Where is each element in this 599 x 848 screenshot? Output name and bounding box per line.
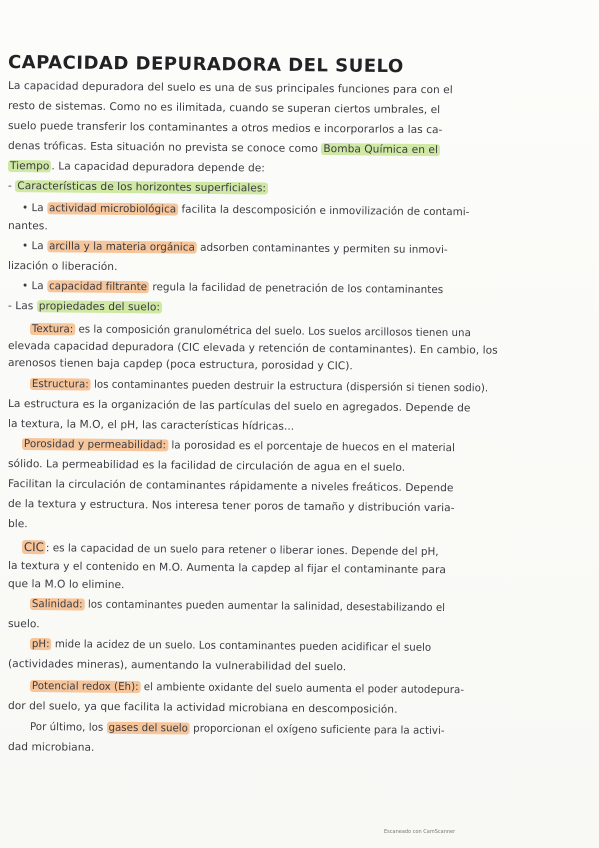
text-line <box>22 438 593 455</box>
list-item <box>22 202 593 219</box>
cic-label: CIC <box>23 540 44 555</box>
estructura-text: los contaminantes pueden destruir la estructura (dispersión si tienen sodio). <box>90 378 489 395</box>
intro-line-2: resto de sistemas. Como no es ilimitada, cuando se superan ciertos umbrales, el <box>7 100 441 117</box>
bullet-text: nantes. <box>7 220 48 233</box>
textura-text: es la composición granulométrica del suelo. Los suelos arcillosos tienen una <box>75 323 471 340</box>
dash: - <box>7 180 16 193</box>
text-line <box>8 560 593 578</box>
intro-line-1: La capacidad depuradora del suelo es una de sus principales funciones para con el <box>7 80 453 97</box>
textura-text: arenosos tienen baja capdep (poca estructura, porosidad y CIC). <box>7 357 353 373</box>
text-line <box>8 458 593 476</box>
estructura-text: La estructura es la organización de las partículas del suelo en agregados. Depende de <box>7 398 471 415</box>
page-title: CAPACIDAD DEPURADORA DEL SUELO <box>7 52 404 78</box>
bullet: • La <box>21 280 48 293</box>
ph-label: pH: <box>31 638 50 651</box>
estructura-text: la textura, la M.O, el pH, las características hídricas... <box>7 418 295 433</box>
bullet: • La <box>21 202 48 215</box>
final-text: Por último, los <box>29 721 107 734</box>
salinidad-text: suelo. <box>7 618 40 631</box>
actividad-highlight: actividad microbiológica <box>48 202 177 216</box>
ph-text: (actividades mineras), aumentando la vulnerabilidad del suelo. <box>7 658 347 674</box>
text-line <box>30 680 593 697</box>
text-line <box>30 378 593 395</box>
text-line <box>8 398 593 416</box>
text-line <box>30 598 593 615</box>
final-text: proporcionan el oxígeno suficiente para la activi- <box>189 722 445 737</box>
ph-text: mide la acidez de un suelo. Los contaminantes pueden acidificar el suelo <box>51 638 432 654</box>
text-line <box>8 260 593 278</box>
text-line <box>8 220 593 238</box>
text-line <box>8 518 593 536</box>
dash: - Las <box>7 300 37 313</box>
porosidad-text: ble. <box>7 518 28 531</box>
estructura-label: Estructura: <box>31 378 89 391</box>
text-line <box>8 700 593 718</box>
text-line <box>30 323 593 340</box>
redox-text: el ambiente oxidante del suelo aumenta el poder autodepura- <box>140 681 465 697</box>
text-line <box>8 418 593 436</box>
textura-text: elevada capacidad depuradora (CIC elevada y retención de contaminantes). En cambio, los <box>7 340 498 357</box>
textura-label: Textura: <box>31 323 74 336</box>
text-line <box>8 618 593 636</box>
porosidad-label: Porosidad y permeabilidad: <box>23 438 167 452</box>
text-line <box>8 741 593 759</box>
text-line <box>8 658 593 676</box>
redox-text: dor del suelo, ya que facilita la actividad microbiana en descomposición. <box>7 700 398 716</box>
text-line <box>8 120 593 138</box>
list-item <box>8 300 593 318</box>
bullet-text: adsorben contaminantes y permiten su inmovi- <box>196 241 448 257</box>
porosidad-text: Facilitan la circulación de contaminantes rápidamente a niveles freáticos. Depende <box>7 478 454 495</box>
final-text: dad microbiana. <box>7 741 95 754</box>
horizontes-highlight: Características de los horizontes superficiales: <box>17 180 267 195</box>
propiedades-highlight: propiedades del suelo: <box>38 300 161 314</box>
filtrante-highlight: capacidad filtrante <box>48 280 148 294</box>
text-line <box>30 638 593 655</box>
text-line <box>8 578 593 596</box>
intro-line-3: suelo puede transferir los contaminantes a otros medios e incorporarlos a las ca- <box>7 120 443 137</box>
salinidad-text: los contaminantes pueden aumentar la salinidad, desestabilizando el <box>84 598 446 614</box>
bullet-text: regula la facilidad de penetración de los contaminantes <box>149 281 444 297</box>
cic-text: : es la capacidad de un suelo para retener o liberar iones. Depende del pH, <box>45 542 439 558</box>
porosidad-text: sólido. La permeabilidad es la facilidad de circulación de agua en el suelo. <box>7 458 406 474</box>
salinidad-label: Salinidad: <box>31 598 83 611</box>
intro-line-5: . La capacidad depuradora depende de: <box>51 160 266 175</box>
cic-text: la textura y el contenido en M.O. Aumenta la capdep al fijar el contaminante para <box>7 560 446 577</box>
text-line <box>8 100 593 118</box>
text-line <box>8 160 593 178</box>
scanner-watermark: Escaneado con CamScanner <box>384 829 456 835</box>
text-line <box>8 140 593 158</box>
bullet: • La <box>21 240 48 253</box>
text-line <box>22 540 593 559</box>
text-line <box>8 80 593 98</box>
tiempo-highlight: Tiempo <box>9 160 50 173</box>
intro-line-4: denas tróficas. Esta situación no prevista se conoce como <box>7 140 322 156</box>
list-item <box>22 280 593 297</box>
arcilla-highlight: arcilla y la materia orgánica <box>48 240 195 254</box>
text-line <box>30 721 593 738</box>
cic-text: que la M.O lo elimine. <box>7 578 125 592</box>
list-item <box>22 240 593 257</box>
bomba-quimica-highlight: Bomba Química en el <box>323 143 439 157</box>
bullet-text: facilita la descomposición e inmovilización de contami- <box>178 203 470 219</box>
text-line <box>8 357 593 375</box>
text-line <box>8 478 593 496</box>
gases-highlight: gases del suelo <box>108 721 189 735</box>
redox-label: Potencial redox (Eh): <box>31 680 139 694</box>
list-item <box>8 180 593 198</box>
text-line <box>8 498 593 516</box>
bullet-text: lización o liberación. <box>7 260 118 274</box>
text-line <box>8 340 593 358</box>
porosidad-text: de la textura y estructura. Nos interesa tener poros de tamaño y distribución varia- <box>7 498 455 515</box>
porosidad-text: la porosidad es el porcentaje de huecos en el material <box>167 439 455 455</box>
